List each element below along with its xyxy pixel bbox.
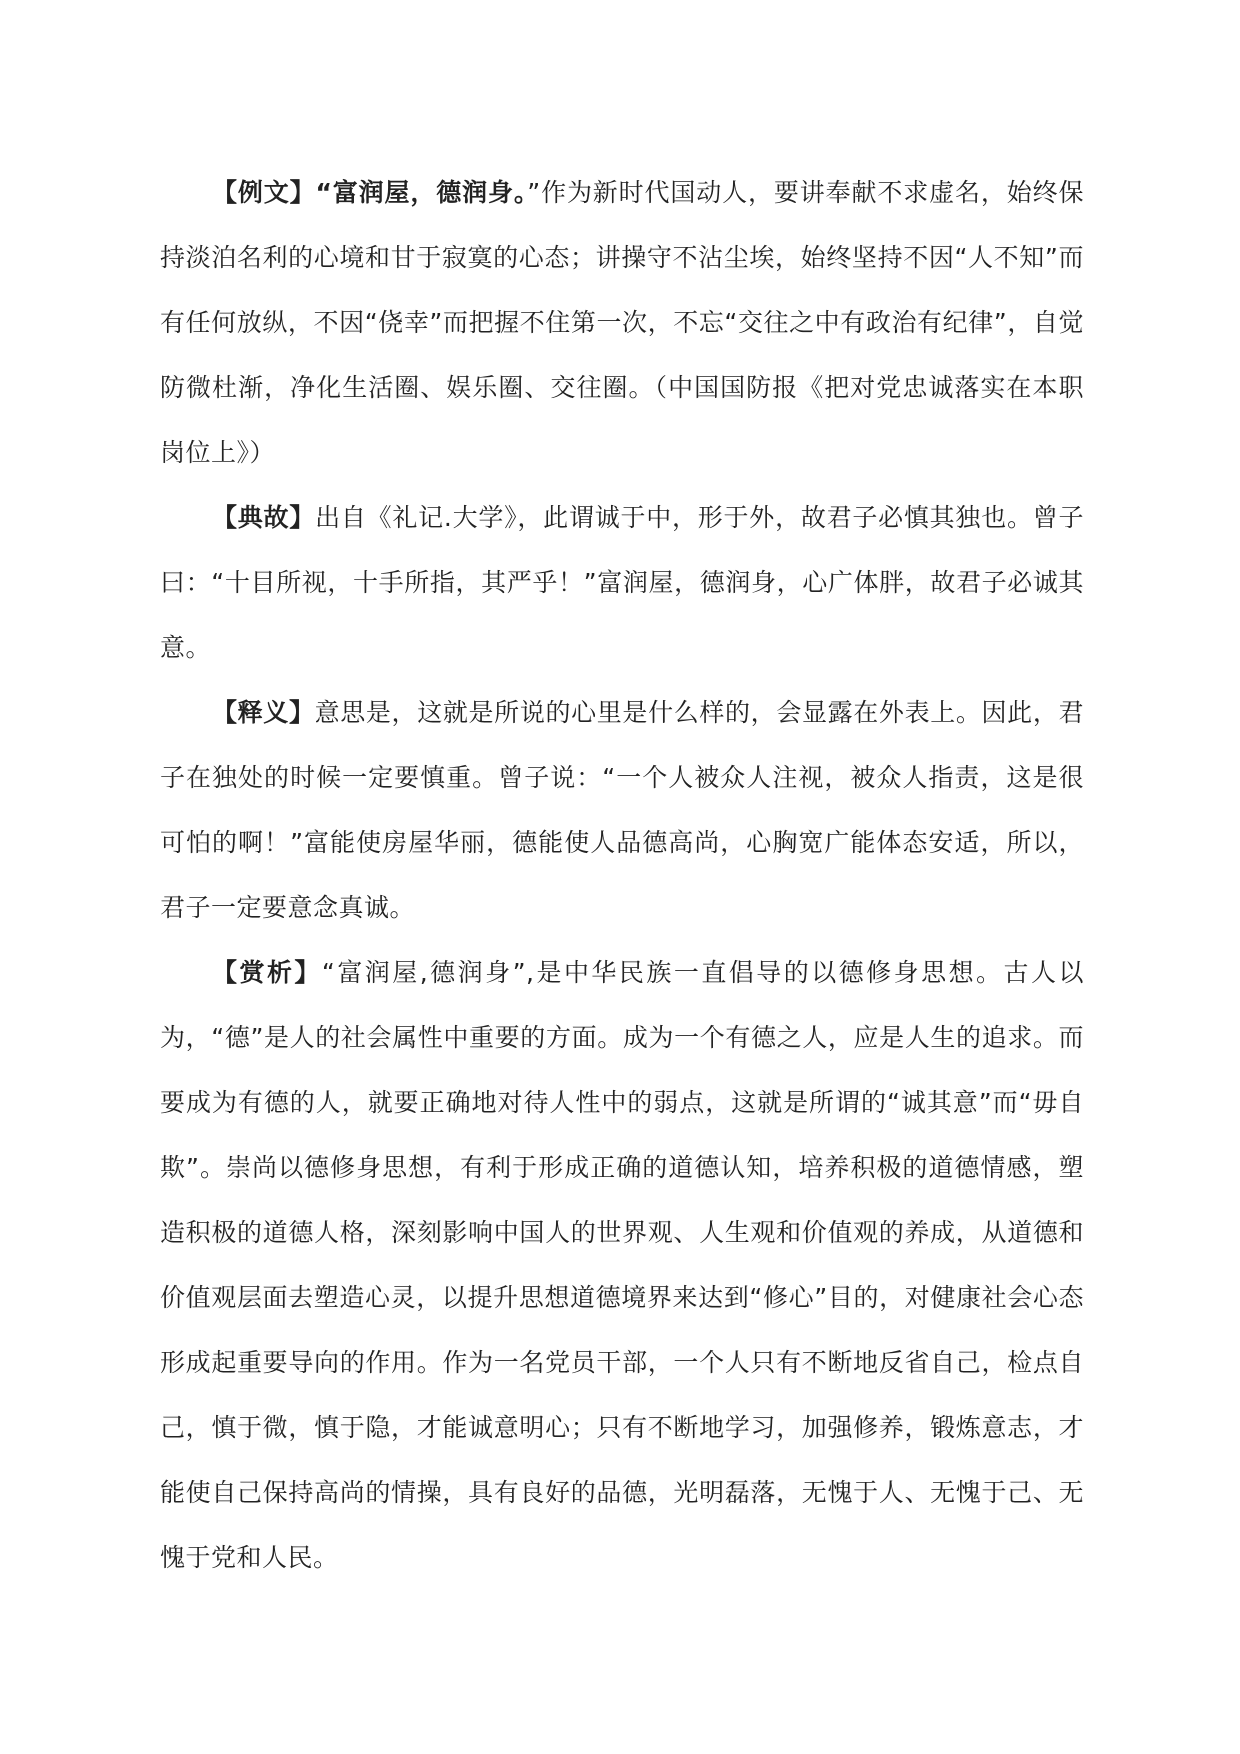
paragraph-text: “富润屋,德润身”,是中华民族一直倡导的以德修身思想。古人以为，“德”是人的社会属性中重要的方面。成为一个有德之人，应是人生的追求。而要成为有德的人，就要正确地对待人性中的弱点，这就是所谓的“诚其意”而“毋自欺”。崇尚以德修身思想，有利于形成正确的道德认知，培养积极的道德情感，塑造积极的道德人格，深刻影响中国人的世界观、人生观和价值观的养成，从道德和价值观层面去塑造心灵，以提升思想道德境界来达到“修心”目的，对健康社会心态形成起重要导向的作用。作为一名党员干部，一个人只有不断地反省自己，检点自己，慎于微，慎于隐，才能诚意明心；只有不断地学习，加强修养，锻炼意志，才能使自己保持高尚的情操，具有良好的品德，光明磊落，无愧于人、无愧于己、无愧于党和人民。 [160, 958, 1084, 1572]
paragraph-example [160, 160, 1084, 485]
paragraph-allusion [160, 485, 1084, 680]
document-body [160, 160, 1084, 1590]
label-appreciation: 【赏析】 [212, 958, 322, 987]
paragraph-text: 意思是，这就是所说的心里是什么样的，会显露在外表上。因此，君子在独处的时候一定要慎重。曾子说：“一个人被众人注视，被众人指责，这是很可怕的啊！”富能使房屋华丽，德能使人品德高尚，心胸宽广能体态安适，所以，君子一定要意念真诚。 [160, 698, 1084, 922]
quote-emphasis: “富润屋，德润身。 [315, 178, 528, 207]
paragraph-text: 出自《礼记.大学》，此谓诚于中，形于外，故君子必慎其独也。曾子曰：“十目所视，十手所指，其严乎！”富润屋，德润身，心广体胖，故君子必诚其意。 [160, 503, 1084, 662]
label-meaning: 【释义】 [212, 698, 315, 727]
paragraph-text: ”作为新时代国动人，要讲奉献不求虚名，始终保持淡泊名利的心境和甘于寂寞的心态；讲操守不沾尘埃，始终坚持不因“人不知”而有任何放纵，不因“侥幸”而把握不住第一次，不忘“交往之中有政治有纪律”，自觉防微杜渐，净化生活圈、娱乐圈、交往圈。（中国国防报《把对党忠诚落实在本职岗位上》） [160, 178, 1084, 467]
label-example: 【例文】 [212, 178, 316, 207]
label-allusion: 【典故】 [212, 503, 316, 532]
paragraph-meaning [160, 680, 1084, 940]
paragraph-appreciation [160, 940, 1084, 1590]
